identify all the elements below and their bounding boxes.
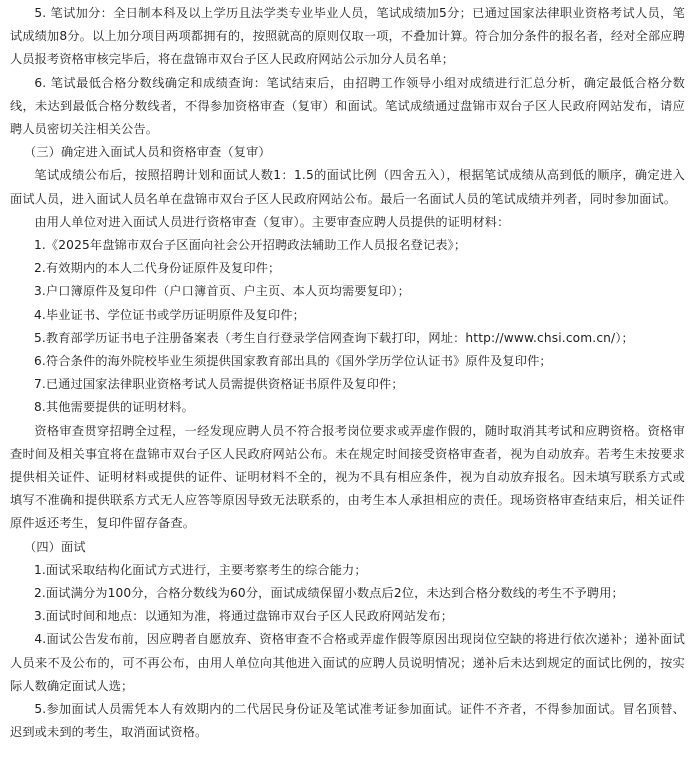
section-heading-interview-qualification: （三）确定进入面试人员和资格审查（复审） [24,145,271,160]
list-item-legal-qualification: 7.已通过国家法律职业资格考试人员需提供资格证书原件及复印件； [34,377,404,392]
list-item-interview-method: 1.面试采取结构化面试方式进行，主要考察考生的综合能力； [34,562,367,577]
document-body [0,2,699,745]
paragraph-min-score-query: 6. 笔试最低合格分数线确定和成绩查询：笔试结束后，由招聘工作领导小组对成绩进行汇总分析，确定最低合格分数线，未达到最低合格分数线者，不得参加资格审查（复审）和面试。笔试成绩通过盘锦市双台子区人民政府网站发布，请应聘人员密切关注相关公告。 [10,75,685,137]
list-item-interview-time-place: 3.面试时间和地点：以通知为准，将通过盘锦市双台子区人民政府网站发布； [34,609,454,624]
list-item-id-card: 2.有效期内的本人二代身份证原件及复印件； [34,261,281,276]
list-item-other-materials: 8.其他需要提供的证明材料。 [34,400,194,415]
list-item-overseas-certificate: 6.符合条件的海外院校毕业生须提供国家教育部出具的《国外学历学位认证书》原件及复印件； [34,354,552,369]
paragraph-interview-ratio: 笔试成绩公布后，按照招聘计划和面试人数1：1.5的面试比例（四舍五入），根据笔试成绩从高到低的顺序，确定进入面试人员，进入面试人员名单在盘锦市双台子区人民政府网站公布。最后一名面试人员的笔试成绩并列者，同时参加面试。 [10,168,685,206]
section-heading-interview: （四）面试 [24,539,86,554]
paragraph-written-exam-bonus: 5. 笔试加分：全日制本科及以上学历且法学类专业毕业人员，笔试成绩加5分；已通过国家法律职业资格考试人员，笔试成绩加8分。以上加分项目两项都拥有的，按照就高的原则仅取一项，不叠加计算。符合加分条件的报名者，经对全部应聘人员报考资格审核完毕后，将在盘锦市双台子区人民政府网站公示加分人员名单； [10,6,685,67]
list-item-chsi-record: 5.教育部学历证书电子注册备案表（考生自行登录学信网查询下载打印，网址：http://www.chsi.com.cn/）； [34,330,634,345]
paragraph-review-process: 资格审查贯穿招聘全过程，一经发现应聘人员不符合报考岗位要求或弄虚作假的，随时取消其考试和应聘资格。资格审查时间及相关事宜将在盘锦市双台子区人民政府网站公布。未在规定时间接受资格审查者，视为自动放弃。若考生未按要求提供相关证件、证明材料或提供的证件、证明材料不全的，视为不具有相应条件，视为自动放弃报名。因未填写联系方式或填写不准确和提供联系方式无人应答等原因导致无法联系的，由考生本人承担相应的责任。现场资格审查结束后，相关证件原件返还考生，复印件留存备查。 [10,423,685,531]
list-item-interview-score: 2.面试满分为100分，合格分数线为60分，面试成绩保留小数点后2位，未达到合格分数线的考生不予聘用； [34,586,624,601]
list-item-registration-form: 1.《2025年盘锦市双台子区面向社会公开招聘政法辅助工作人员报名登记表》； [34,238,467,253]
list-item-interview-substitution: 4.面试公告发布前，因应聘者自愿放弃、资格审查不合格或弄虚作假等原因出现岗位空缺的将进行依次递补；递补面试人员来不及公布的，可不再公布，由用人单位向其他进入面试的应聘人员说明情况；递补后未达到规定的面试比例的，按实际人数确定面试人选； [10,632,685,693]
paragraph-review-intro: 由用人单位对进入面试人员进行资格审查（复审）。主要审查应聘人员提供的证明材料： [34,214,510,229]
list-item-household-register: 3.户口簿原件及复印件（户口簿首页、户主页、本人页均需要复印）； [34,284,410,299]
list-item-interview-documents: 5.参加面试人员需凭本人有效期内的二代居民身份证及笔试准考证参加面试。证件不齐者，不得参加面试。冒名顶替、迟到或未到的考生，取消面试资格。 [10,702,685,740]
list-item-diploma: 4.毕业证书、学位证书或学历证明原件及复印件； [34,307,306,322]
